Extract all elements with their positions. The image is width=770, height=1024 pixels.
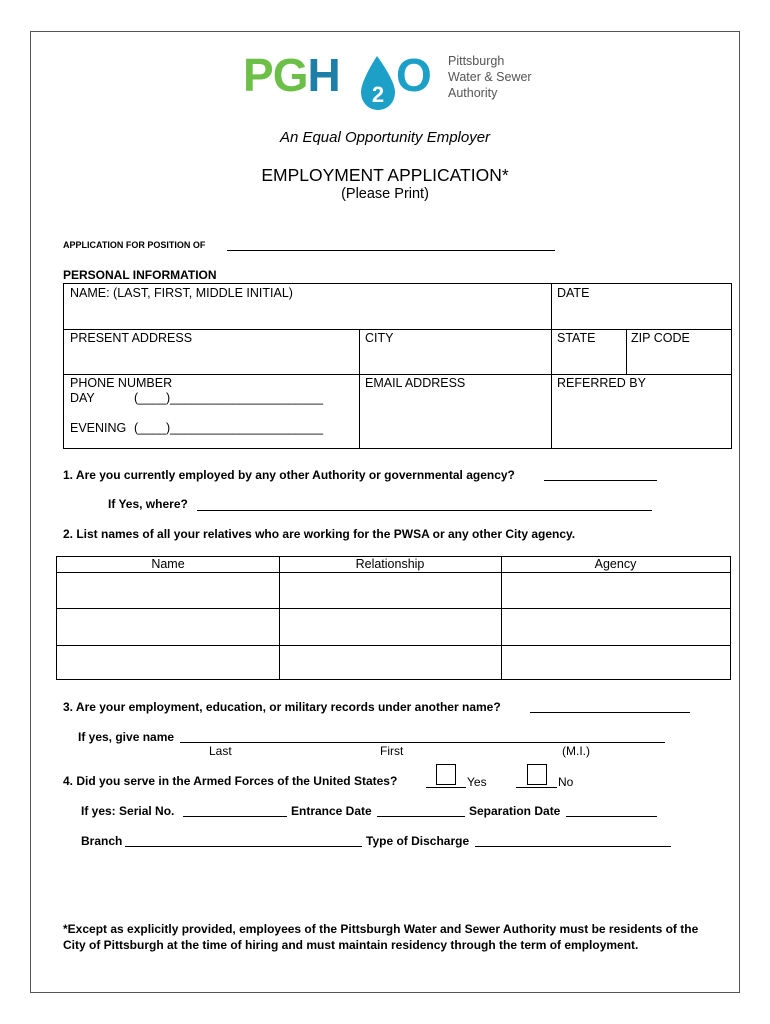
question-3-text: 3. Are your employment, education, or military records under another name? bbox=[63, 700, 501, 714]
armed-forces-no-label: No bbox=[558, 775, 574, 789]
separation-date-line[interactable] bbox=[566, 816, 657, 817]
question-3-followup-label: If yes, give name bbox=[78, 730, 175, 744]
question-1-where-line[interactable] bbox=[197, 510, 652, 511]
relatives-header-agency: Agency bbox=[594, 557, 637, 571]
question-1-answer-line[interactable] bbox=[544, 480, 657, 481]
date-field-label: DATE bbox=[557, 286, 590, 300]
separation-date-label: Separation Date bbox=[469, 804, 561, 818]
day-phone-label: DAY bbox=[70, 391, 95, 405]
relatives-table bbox=[56, 556, 731, 680]
other-name-first-label: First bbox=[380, 744, 404, 758]
equal-opportunity-text: An Equal Opportunity Employer bbox=[279, 129, 491, 146]
armed-forces-yes-checkbox[interactable] bbox=[436, 764, 456, 785]
name-field-label: NAME: (LAST, FIRST, MIDDLE INITIAL) bbox=[70, 286, 293, 300]
other-name-line[interactable] bbox=[180, 742, 665, 743]
logo-authority-name: Pittsburgh Water & Sewer Authority bbox=[448, 54, 532, 100]
entrance-date-label: Entrance Date bbox=[291, 804, 372, 818]
address-field-label: PRESENT ADDRESS bbox=[70, 331, 193, 345]
city-field-label: CITY bbox=[365, 331, 394, 345]
branch-line[interactable] bbox=[125, 846, 362, 847]
branch-label: Branch bbox=[81, 834, 123, 848]
email-field-label: EMAIL ADDRESS bbox=[365, 376, 466, 390]
zip-field-label: ZIP CODE bbox=[631, 331, 690, 345]
page-title: EMPLOYMENT APPLICATION* bbox=[261, 165, 509, 185]
residency-footnote: *Except as explicitly provided, employees of the Pittsburgh Water and Sewer Authority must be residents of the City of Pittsburgh at the time of hiring and must maintain residency through the term of employment. bbox=[63, 922, 699, 952]
question-4-text: 4. Did you serve in the Armed Forces of the United States? bbox=[63, 774, 398, 788]
logo-letter-o: O bbox=[396, 49, 431, 101]
serial-number-line[interactable] bbox=[183, 816, 287, 817]
svg-text:2: 2 bbox=[371, 82, 385, 107]
personal-info-table bbox=[63, 283, 732, 449]
other-name-mi-label: (M.I.) bbox=[562, 744, 590, 758]
question-1-text: 1. Are you currently employed by any other Authority or governmental agency? bbox=[63, 468, 515, 482]
state-field-label: STATE bbox=[557, 331, 596, 345]
position-input-line[interactable] bbox=[227, 250, 555, 251]
question-2-text: 2. List names of all your relatives who are working for the PWSA or any other City agency. bbox=[63, 527, 576, 541]
phone-field-label: PHONE NUMBER bbox=[70, 376, 173, 390]
referred-field-label: REFERRED BY bbox=[557, 376, 646, 390]
serial-number-label: If yes: Serial No. bbox=[81, 804, 175, 818]
relatives-header-relationship: Relationship bbox=[355, 557, 425, 571]
logo-letters: PGH bbox=[243, 49, 340, 101]
relatives-header-name: Name bbox=[151, 557, 185, 571]
question-1-followup-label: If Yes, where? bbox=[108, 497, 188, 511]
evening-phone-input[interactable]: (____)______________________ bbox=[134, 421, 324, 435]
armed-forces-yes-label: Yes bbox=[467, 775, 487, 789]
entrance-date-line[interactable] bbox=[377, 816, 465, 817]
personal-information-heading: PERSONAL INFORMATION bbox=[63, 268, 217, 282]
discharge-type-line[interactable] bbox=[475, 846, 671, 847]
pgh2o-logo bbox=[243, 49, 543, 112]
armed-forces-no-checkbox[interactable] bbox=[527, 764, 547, 785]
day-phone-input[interactable]: (____)______________________ bbox=[134, 391, 324, 405]
question-3-answer-line[interactable] bbox=[530, 712, 690, 713]
position-label: APPLICATION FOR POSITION OF bbox=[63, 240, 206, 250]
page-subtitle: (Please Print) bbox=[341, 186, 429, 202]
evening-phone-label: EVENING bbox=[70, 421, 127, 435]
discharge-type-label: Type of Discharge bbox=[366, 834, 470, 848]
other-name-last-label: Last bbox=[209, 744, 232, 758]
